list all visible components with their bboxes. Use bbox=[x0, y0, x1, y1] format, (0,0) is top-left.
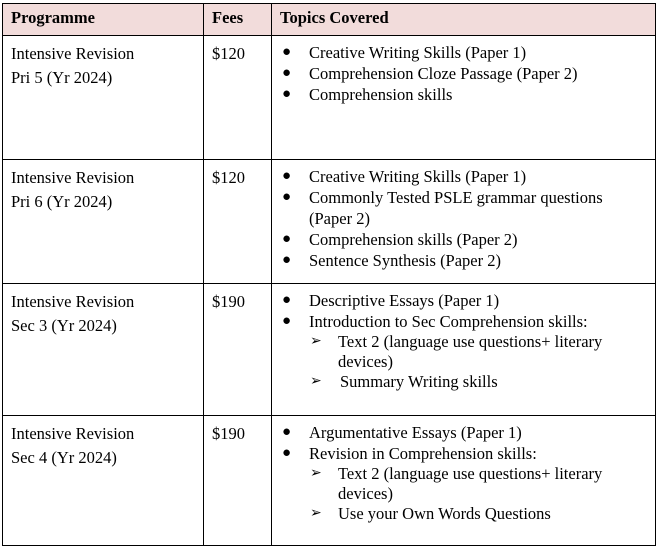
topic-item bbox=[280, 187, 647, 229]
topic-item bbox=[280, 311, 647, 392]
header-row bbox=[3, 4, 656, 36]
programme-fees-table bbox=[2, 3, 656, 546]
sub-topic-text: Text 2 (language use questions+ literary devices) bbox=[338, 332, 603, 371]
sub-topic-item bbox=[309, 464, 647, 504]
programme-name: Intensive Revision bbox=[11, 292, 135, 311]
topic-text: Creative Writing Skills (Paper 1) bbox=[309, 43, 527, 62]
header-topics: Topics Covered bbox=[272, 4, 656, 36]
topic-text: Descriptive Essays (Paper 1) bbox=[309, 291, 500, 310]
bullet-icon: ● bbox=[282, 86, 292, 102]
sub-topic-list bbox=[309, 332, 647, 392]
topic-text: Comprehension skills bbox=[309, 85, 453, 104]
programme-cell bbox=[3, 416, 204, 546]
topic-item bbox=[280, 250, 647, 271]
arrowhead-bullet-icon: ➢ bbox=[310, 506, 322, 521]
topic-text: Introduction to Sec Comprehension skills: bbox=[309, 312, 588, 331]
bullet-icon: ● bbox=[282, 445, 292, 461]
programme-level: Sec 3 (Yr 2024) bbox=[11, 316, 117, 335]
topic-text: Revision in Comprehension skills: bbox=[309, 444, 537, 463]
topic-item bbox=[280, 422, 647, 443]
table-row bbox=[3, 416, 656, 546]
topic-item bbox=[280, 166, 647, 187]
topic-item bbox=[280, 229, 647, 250]
header-fees: Fees bbox=[204, 4, 272, 36]
sub-topic-text: Text 2 (language use questions+ literary devices) bbox=[338, 464, 603, 503]
sub-topic-item bbox=[309, 332, 647, 372]
programme-cell bbox=[3, 284, 204, 416]
sub-topic-text: Use your Own Words Questions bbox=[338, 504, 551, 523]
topic-item bbox=[280, 290, 647, 311]
topic-text: Comprehension skills (Paper 2) bbox=[309, 230, 518, 249]
fee-cell: $190 bbox=[204, 284, 272, 416]
arrowhead-bullet-icon: ➢ bbox=[310, 466, 322, 481]
programme-level: Pri 5 (Yr 2024) bbox=[11, 68, 113, 87]
fee-cell: $190 bbox=[204, 416, 272, 546]
topics-cell bbox=[272, 160, 656, 284]
programme-level: Sec 4 (Yr 2024) bbox=[11, 448, 117, 467]
topics-cell bbox=[272, 36, 656, 160]
programme-cell bbox=[3, 36, 204, 160]
table-row bbox=[3, 160, 656, 284]
programme-name: Intensive Revision bbox=[11, 44, 135, 63]
topic-item bbox=[280, 443, 647, 524]
topic-text: Commonly Tested PSLE grammar questions (Paper 2) bbox=[309, 188, 603, 228]
sub-topic-item bbox=[309, 504, 647, 524]
fee-cell: $120 bbox=[204, 36, 272, 160]
bullet-icon: ● bbox=[282, 313, 292, 329]
bullet-icon: ● bbox=[282, 189, 292, 205]
topic-text: Creative Writing Skills (Paper 1) bbox=[309, 167, 527, 186]
sub-topic-item bbox=[309, 372, 647, 392]
programme-cell bbox=[3, 160, 204, 284]
topic-item bbox=[280, 42, 647, 63]
topic-item bbox=[280, 63, 647, 84]
programme-level: Pri 6 (Yr 2024) bbox=[11, 192, 113, 211]
bullet-icon: ● bbox=[282, 168, 292, 184]
topics-cell bbox=[272, 284, 656, 416]
bullet-icon: ● bbox=[282, 231, 292, 247]
topic-text: Comprehension Cloze Passage (Paper 2) bbox=[309, 64, 578, 83]
topic-text: Sentence Synthesis (Paper 2) bbox=[309, 251, 501, 270]
table-row bbox=[3, 284, 656, 416]
bullet-icon: ● bbox=[282, 44, 292, 60]
sub-topic-text: Summary Writing skills bbox=[340, 372, 498, 391]
topic-text: Argumentative Essays (Paper 1) bbox=[309, 423, 522, 442]
programme-name: Intensive Revision bbox=[11, 168, 135, 187]
fee-cell: $120 bbox=[204, 160, 272, 284]
bullet-icon: ● bbox=[282, 424, 292, 440]
topic-item bbox=[280, 84, 647, 105]
sub-topic-list bbox=[309, 464, 647, 524]
bullet-icon: ● bbox=[282, 65, 292, 81]
programme-name: Intensive Revision bbox=[11, 424, 135, 443]
header-programme: Programme bbox=[3, 4, 204, 36]
bullet-icon: ● bbox=[282, 292, 292, 308]
arrowhead-bullet-icon: ➢ bbox=[310, 374, 322, 389]
topics-cell bbox=[272, 416, 656, 546]
bullet-icon: ● bbox=[282, 252, 292, 268]
arrowhead-bullet-icon: ➢ bbox=[310, 334, 322, 349]
table-row bbox=[3, 36, 656, 160]
